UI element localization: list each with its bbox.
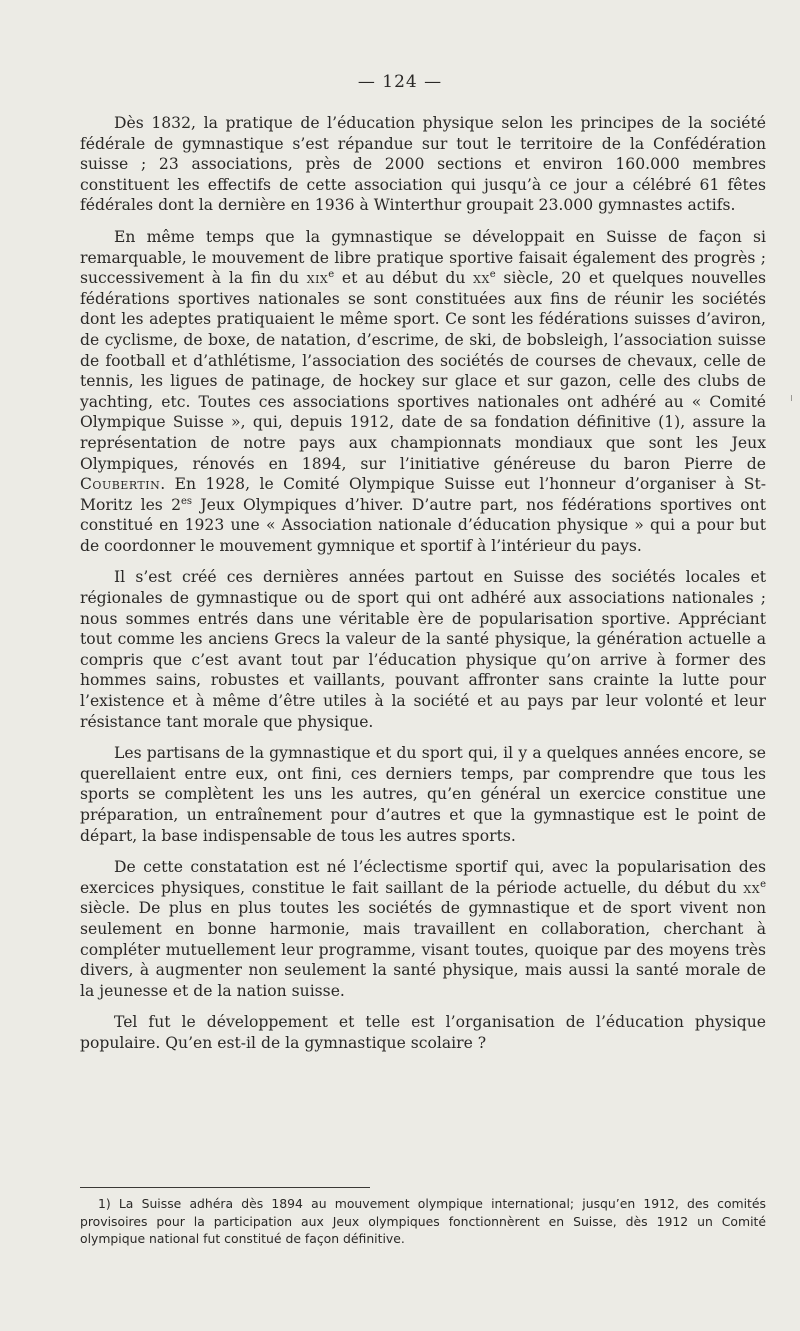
paragraph-1: Dès 1832, la pratique de l’éducation physique selon les principes de la société fédérale de gymnastique s’est répandue sur tout le territoire de la Confédération suisse ; 23 associations, près de 2000 sections et environ 160.000 membres constituent les effectifs de cette association qui jusqu’à ce jour a célébré 61 fêtes fédérales dont la dernière en 1936 à Winterthur groupait 23.000 gymnastes actifs.: [80, 114, 766, 215]
paragraph-6: Tel fut le développement et telle est l’organisation de l’éducation physique populaire. Qu’en est-il de la gymnastique scolaire ?: [80, 1013, 766, 1052]
superscript: e: [489, 268, 496, 280]
footnotes: [80, 1195, 766, 1248]
paragraph-3: Il s’est créé ces dernières années partout en Suisse des sociétés locales et régionales de gymnastique ou de sport qui ont adhéré aux associations nationales ; nous sommes entrés dans une véritable ère de popularisation sportive. Appréciant tout comme les anciens Grecs la valeur de la santé physique, la génération actuelle a compris que c’est avant tout par l’éducation physique qu’on arrive à former des hommes sains, robustes et vaillants, pouvant affronter sans crainte la lutte pour l’existence et à même d’être utiles à la société et au pays par leur volonté et leur résistance tant morale que physique.: [80, 568, 766, 731]
footnote-separator: [80, 1187, 370, 1188]
paragraph-2: En même temps que la gymnastique se développait en Suisse de façon si remarquable, le mouvement de libre pratique sportive faisait également des progrès ; successivement à la fin du xix$^e$ et au début du $xx^e$ siècle, 20 et quelques nouvelles fédérations sportives nationales se sont constituées aux fins de réunir les sociétés dont les adeptes pratiquaient le même sport. Ce sont les fédérations suisses d’aviron, de cyclisme, de boxe, de natation, d’escrime, de ski, de bobsleigh, l’association suisse de football et d’athlétisme, l’association des sociétés de courses de chevaux, celle de tennis, les ligues de patinage, de hockey sur glace et sur gazon, celle des clubs de yachting, etc. Toutes ces associations sportives nationales ont adhéré au « Comité Olympique Suisse », qui, depuis 1912, date de sa fondation définitive (1), assure la représentation de notre pays aux championnats mondiaux que sont les Jeux Olympiques, rénovés en 1894, sur l’initiative généreuse du baron Pierre de Coubertin. En 1928, le Comité Olympique Suisse eut l’honneur d’organiser à St-Moritz les $2^{es}$ Jeux Olympiques d’hiver. D’autre part, nos fédérations sportives ont constitué en 1923 une « Association nationale d’éducation physique » qui a pour but de coordonner le mouvement gymnique et sportif à l’intérieur du pays.: [80, 227, 766, 555]
century-numeral: xx: [473, 269, 490, 288]
superscript: es: [181, 495, 193, 507]
century-numeral: xx: [743, 878, 761, 897]
margin-mark: [791, 395, 792, 401]
paragraph-5: De cette constatation est né l’éclectisme sportif qui, avec la popularisation des exercices physiques, constitue le fait saillant de la période actuelle, du début du $xx^e$ siècle. De plus en plus toutes les sociétés de gymnastique et de sport vivent non seulement en bonne harmonie, mais travaillent en collaboration, cherchant à compléter mutuellement leur programme, visant toutes, quoique par des moyens très divers, à augmenter non seulement la santé physique, mais aussi la santé morale de la jeunesse et de la nation suisse.: [80, 858, 766, 1000]
body-text: [80, 113, 766, 1065]
paragraph-4: Les partisans de la gymnastique et du sport qui, il y a quelques années encore, se querellaient entre eux, ont fini, ces derniers temps, par comprendre que tous les sports se complètent les uns les autres, qu’en général un exercice constitue une préparation, un entraînement pour d’autres et que la gymnastique est le point de départ, la base indispensable de tous les autres sports.: [80, 744, 766, 845]
page-number: — 124 —: [357, 72, 443, 92]
century-numeral: xix: [306, 269, 329, 288]
footnote-1: 1) La Suisse adhéra dès 1894 au mouvement olympique international; jusqu’en 1912, des comités provisoires pour la participation aux Jeux olympiques fonctionnèrent en Suisse, dès 1912 un Comité olympique national fut constitué de façon définitive.: [80, 1196, 766, 1246]
author-name-coubertin: Coubertin: [80, 475, 161, 494]
superscript: e: [328, 268, 335, 280]
superscript: e: [760, 878, 766, 890]
